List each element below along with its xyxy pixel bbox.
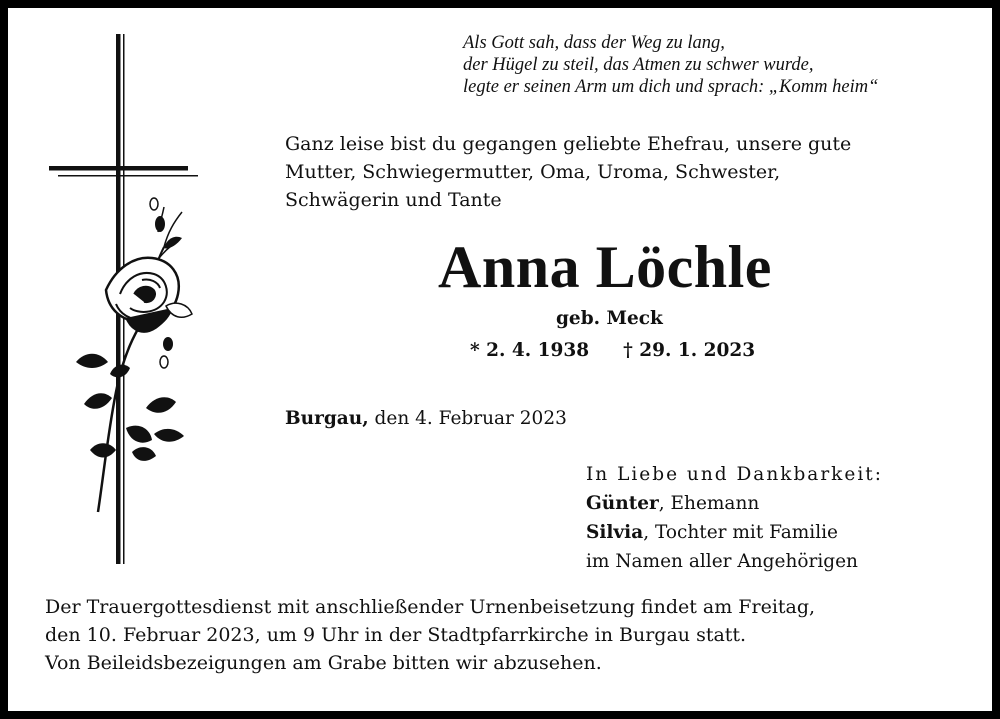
- mourner-relation: , Ehemann: [658, 493, 760, 514]
- place: Burgau,: [285, 408, 369, 429]
- poem-line: legte er seinen Arm um dich und sprach: „Komm heim“: [463, 77, 879, 97]
- maiden-name: geb. Meck: [556, 308, 663, 329]
- mourner-entry: [586, 518, 883, 547]
- mourner-relation: , Tochter mit Familie: [643, 522, 838, 543]
- place-date: [285, 406, 567, 432]
- mourner-entry: [586, 489, 883, 518]
- service-line: den 10. Februar 2023, um 9 Uhr in der Stadtpfarrkirche in Burgau statt.: [45, 624, 747, 646]
- service-line: Von Beileidsbezeigungen am Grabe bitten wir abzusehen.: [45, 652, 602, 674]
- mourners: [586, 460, 883, 576]
- poem: [463, 32, 878, 98]
- birth-date: * 2. 4. 1938: [470, 340, 590, 361]
- life-dates: [470, 338, 755, 364]
- mourners-closing: im Namen aller Angehörigen: [586, 551, 858, 572]
- obituary-notice: [8, 8, 992, 711]
- mourner-name: Silvia: [586, 522, 644, 543]
- intro-line: Schwägerin und Tante: [285, 189, 502, 211]
- mourners-heading: In Liebe und Dankbarkeit:: [586, 464, 883, 485]
- service-info: [45, 593, 815, 677]
- service-line: Der Trauergottesdienst mit anschließender Urnenbeisetzung findet am Freitag,: [45, 596, 816, 618]
- poem-line: Als Gott sah, dass der Weg zu lang,: [463, 33, 725, 53]
- cross-with-rose-icon: [46, 32, 206, 572]
- date: den 4. Februar 2023: [368, 408, 567, 429]
- intro-text: [285, 130, 851, 214]
- poem-line: der Hügel zu steil, das Atmen zu schwer wurde,: [463, 55, 814, 75]
- deceased-name: Anna Löchle: [438, 234, 772, 300]
- mourner-name: Günter: [586, 493, 659, 514]
- death-date: † 29. 1. 2023: [623, 340, 756, 361]
- intro-line: Mutter, Schwiegermutter, Oma, Uroma, Schwester,: [285, 161, 781, 183]
- intro-line: Ganz leise bist du gegangen geliebte Ehefrau, unsere gute: [285, 133, 852, 155]
